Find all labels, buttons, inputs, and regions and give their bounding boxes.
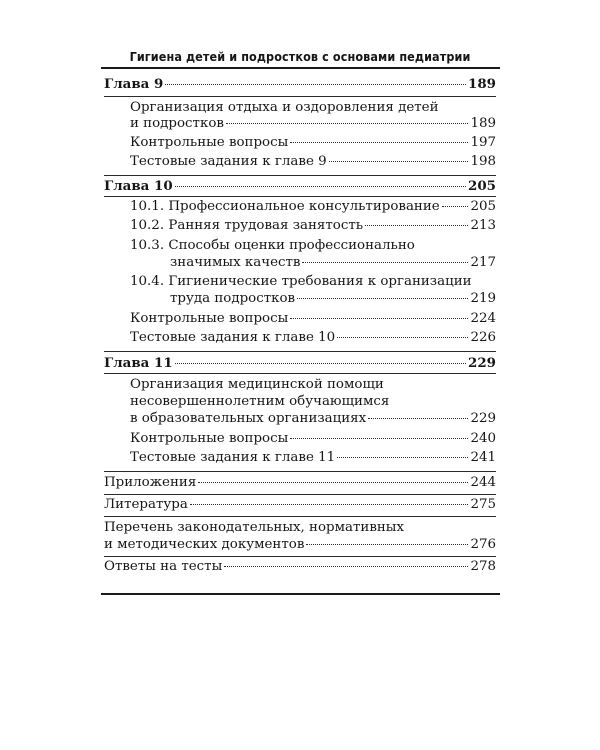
- toc-entry-line: несовершеннолетним обучающимся: [130, 394, 390, 409]
- toc-entry-10-3: значимых качеств 217: [170, 255, 496, 270]
- entry-separator: [104, 351, 496, 352]
- dot-leader: [368, 418, 468, 419]
- toc-entry-ch9-questions: Контрольные вопросы 197: [130, 135, 496, 150]
- dot-leader: [442, 206, 469, 207]
- entry-separator: [104, 175, 496, 176]
- page-number: 205: [468, 178, 496, 194]
- page-number: 213: [470, 218, 496, 233]
- page-number: 278: [470, 559, 496, 574]
- toc-entry-ch11-org: в образовательных организациях 229: [130, 411, 496, 426]
- toc-entry-10-4: труда подростков 219: [170, 291, 496, 306]
- dot-leader: [165, 84, 466, 85]
- dot-leader: [290, 142, 468, 143]
- dot-leader: [190, 504, 469, 505]
- entry-separator: [104, 516, 496, 517]
- entry-separator: [104, 556, 496, 557]
- entry-separator: [104, 96, 496, 97]
- dot-leader: [337, 337, 468, 338]
- toc-entry-line: Перечень законодательных, нормативных: [104, 520, 405, 535]
- dot-leader: [302, 262, 468, 263]
- toc-chapter-11: Глава 11 229: [104, 355, 496, 371]
- page-number: 276: [470, 537, 496, 552]
- page-number: 219: [470, 291, 496, 306]
- toc-entry-10-2: 10.2. Ранняя трудовая занятость 213: [130, 218, 496, 233]
- toc-entry-ch10-tests: Тестовые задания к главе 10 226: [130, 330, 496, 345]
- toc-entry-ch11-tests: Тестовые задания к главе 11 241: [130, 450, 496, 465]
- page-number: 226: [470, 330, 496, 345]
- toc-entry-documents: и методических документов 276: [104, 537, 496, 552]
- page-number: 198: [470, 154, 496, 169]
- toc-entry-ch11-questions: Контрольные вопросы 240: [130, 431, 496, 446]
- toc-entry-line: Организация медицинской помощи: [130, 377, 384, 392]
- entry-separator: [104, 196, 496, 197]
- toc-entry-line: 10.4. Гигиенические требования к организации: [130, 274, 472, 289]
- toc-chapter-9: Глава 9 189: [104, 76, 496, 92]
- page-number: 189: [468, 76, 496, 92]
- dot-leader: [224, 566, 468, 567]
- page-number: 197: [470, 135, 496, 150]
- page-number: 241: [470, 450, 496, 465]
- dot-leader: [226, 123, 469, 124]
- page-number: 217: [470, 255, 496, 270]
- dot-leader: [306, 544, 468, 545]
- page-number: 244: [470, 475, 496, 490]
- toc-entry-ch10-questions: Контрольные вопросы 224: [130, 311, 496, 326]
- toc-entry-line: Организация отдыха и оздоровления детей: [130, 100, 439, 115]
- dot-leader: [175, 363, 466, 364]
- running-header: Гигиена детей и подростков с основами педиатрии: [129, 49, 471, 64]
- page-number: 275: [470, 497, 496, 512]
- page-number: 229: [470, 411, 496, 426]
- dot-leader: [329, 161, 469, 162]
- page-number: 205: [470, 199, 496, 214]
- page-number: 189: [470, 116, 496, 131]
- dot-leader: [297, 298, 468, 299]
- toc-entry-appendix: Приложения 244: [104, 475, 496, 490]
- toc-entry-10-1: 10.1. Профессиональное консультирование 205: [130, 199, 496, 214]
- table-of-contents: [104, 0, 496, 750]
- page-number: 240: [470, 431, 496, 446]
- toc-entry-answers: Ответы на тесты 278: [104, 559, 496, 574]
- dot-leader: [198, 482, 468, 483]
- dot-leader: [290, 438, 468, 439]
- entry-separator: [104, 494, 496, 495]
- toc-entry-ch9-tests: Тестовые задания к главе 9 198: [130, 154, 496, 169]
- dot-leader: [337, 457, 468, 458]
- page-number: 224: [470, 311, 496, 326]
- entry-separator: [104, 471, 496, 472]
- dot-leader: [365, 225, 468, 226]
- toc-entry-ch9-org: и подростков 189: [130, 116, 496, 131]
- dot-leader: [175, 186, 466, 187]
- entry-separator: [104, 373, 496, 374]
- toc-entry-line: 10.3. Способы оценки профессионально: [130, 238, 415, 253]
- dot-leader: [290, 318, 468, 319]
- footer-rule: [101, 593, 500, 595]
- toc-entry-literature: Литература 275: [104, 497, 496, 512]
- page-number: 229: [468, 355, 496, 371]
- toc-chapter-10: Глава 10 205: [104, 178, 496, 194]
